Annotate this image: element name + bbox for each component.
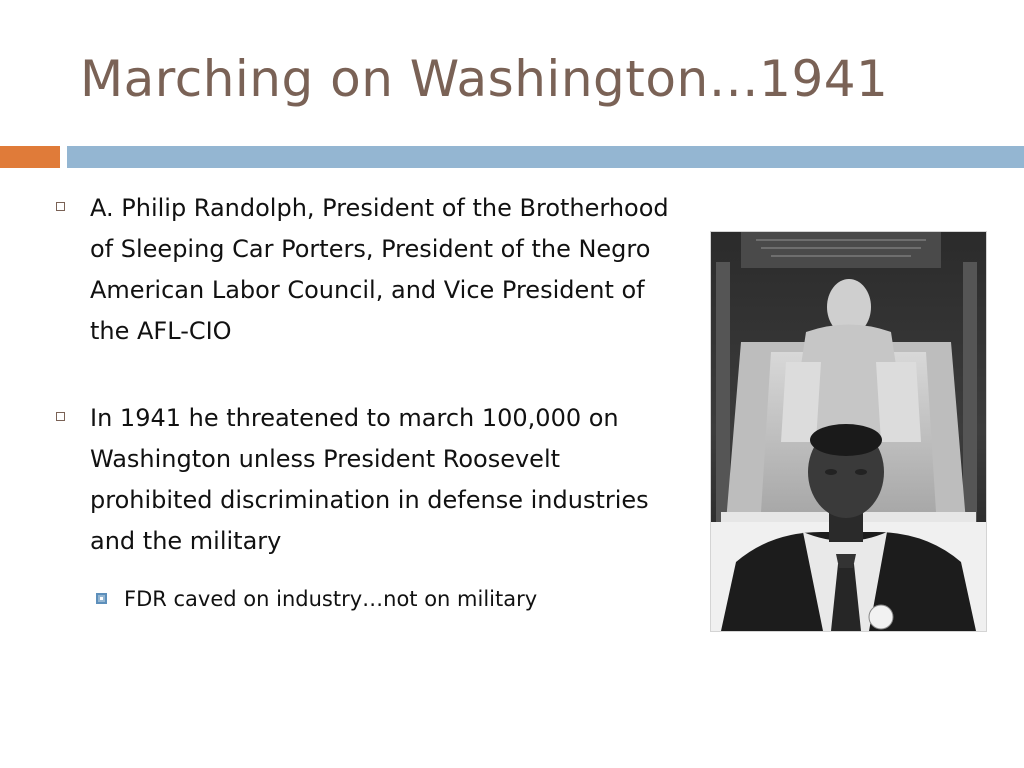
bullet-list xyxy=(52,188,672,614)
bullet-text: A. Philip Randolph, President of the Brotherhood of Sleeping Car Porters, President of the Negro American Labor Council, and Vice President of the AFL-CIO xyxy=(90,194,669,345)
portrait-photo xyxy=(710,231,987,632)
accent-bar-orange xyxy=(0,146,60,168)
sub-bullet-item xyxy=(52,584,672,614)
bullet-text: In 1941 he threatened to march 100,000 on Washington unless President Roosevelt prohibited discrimination in defense industries and the military xyxy=(90,404,649,555)
square-bullet-icon xyxy=(56,202,65,211)
accent-bar-blue xyxy=(67,146,1024,168)
sub-bullet-text: FDR caved on industry…not on military xyxy=(124,587,538,611)
bullet-item xyxy=(52,188,672,352)
portrait-photo-graphic xyxy=(711,232,986,631)
square-bullet-icon xyxy=(56,412,65,421)
slide-title: Marching on Washington…1941 xyxy=(80,50,889,108)
bullet-item xyxy=(52,398,672,562)
filled-square-bullet-icon xyxy=(96,593,107,604)
